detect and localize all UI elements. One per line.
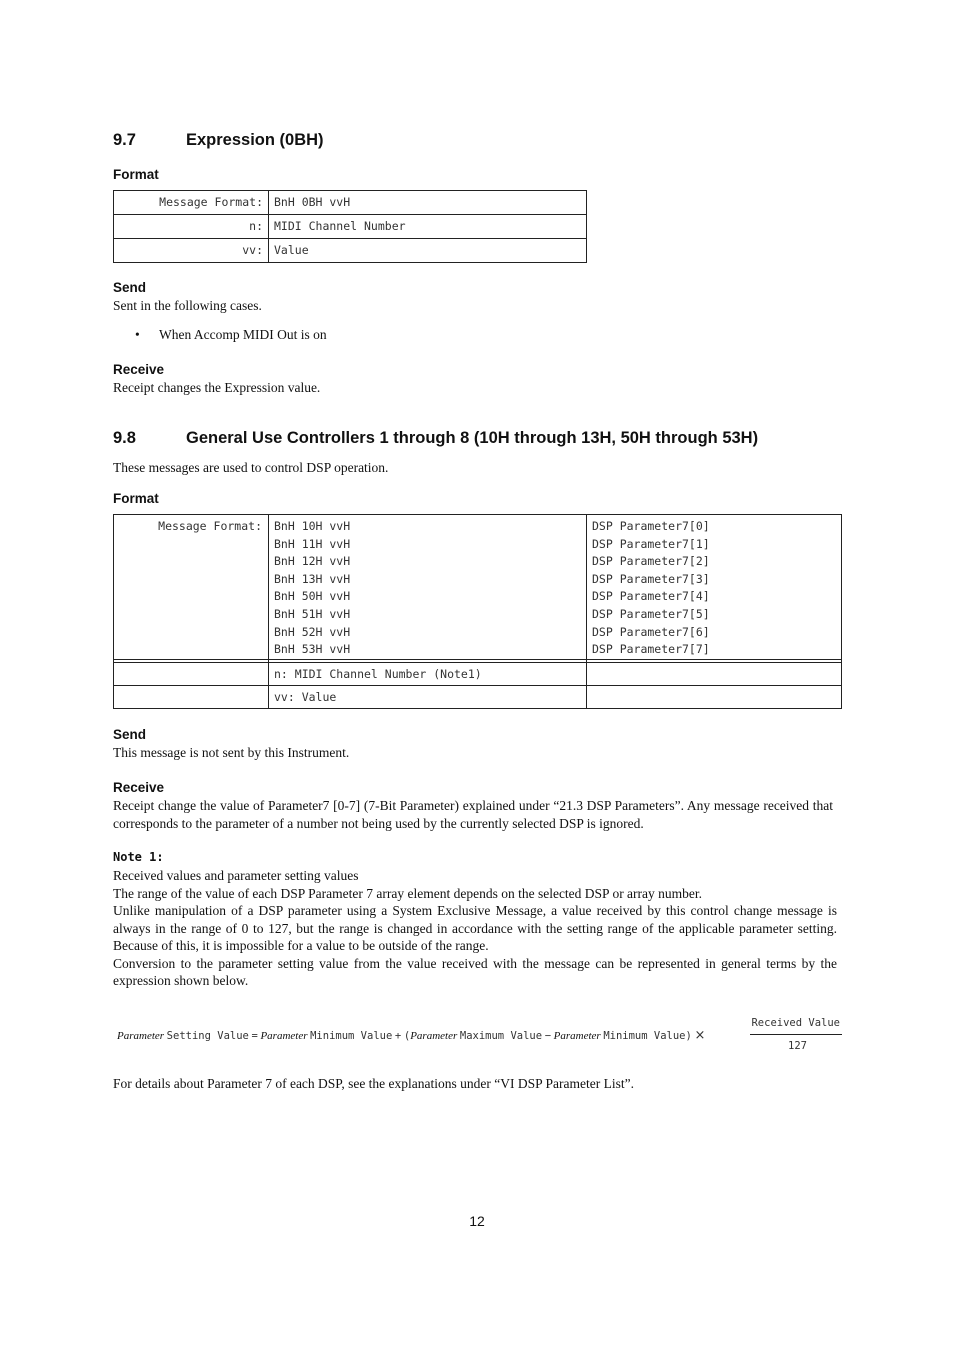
send-text: This message is not sent by this Instrument. (113, 745, 350, 760)
format-table (113, 190, 587, 263)
send-text: Sent in the following cases. (113, 298, 262, 313)
footer-text: For details about Parameter 7 of each DSP, see the explanations under “VI DSP Parameter List”. (113, 1076, 634, 1091)
table-row (114, 215, 587, 239)
row-value: BnH 0BH vvH (269, 191, 587, 215)
format-heading: Format (113, 167, 159, 182)
row-label: Message Format: (114, 191, 269, 215)
message-item: BnH 53H vvH (274, 642, 351, 657)
value-row: vv: Value (274, 690, 337, 704)
note-line: The range of the value of each DSP Parameter 7 array element depends on the selected DSP or array number. (113, 885, 703, 901)
parameter-list (592, 518, 710, 659)
message-item: BnH 50H vvH (274, 589, 351, 604)
table-divider (586, 515, 587, 708)
fraction-bar (750, 1034, 842, 1035)
table-divider (268, 515, 269, 708)
formula-term: Maximum Value (459, 1030, 543, 1042)
message-item: BnH 13H vvH (274, 571, 351, 586)
format-table (113, 514, 842, 709)
intro-text: These messages are used to control DSP operation. (113, 460, 389, 475)
note-line: Unlike manipulation of a DSP parameter using a System Exclusive Message, a value received by this control change message is always in the range of 0 to 127, but the range is changed in accordance with the setting range of the applicable parameter setting. Because of this, it is impossible for a value to be outside of the range. (113, 903, 837, 953)
parameter-item: DSP Parameter7[2] (592, 554, 710, 569)
parameter-item: DSP Parameter7[6] (592, 624, 710, 639)
table-divider (114, 685, 841, 686)
receive-text: Receipt change the value of Parameter7 [0-7] (7-Bit Parameter) explained under “21.3 DSP Parameters”. Any message received that corresponds to the parameter of a number not being used by the currently selected DSP is ignored. (113, 798, 833, 831)
note-heading: Note 1: (113, 850, 164, 864)
note-line: Received values and parameter setting values (113, 868, 359, 883)
formula-operator: + (394, 1030, 402, 1042)
send-heading: Send (113, 280, 147, 295)
parameter-item: DSP Parameter7[3] (592, 571, 710, 586)
conversion-formula (117, 1028, 705, 1043)
bullet-item: When Accomp MIDI Out is on (159, 327, 327, 342)
formula-term: Minimum Value (603, 1030, 686, 1042)
row-label: Message Format: (158, 519, 262, 533)
parameter-item: DSP Parameter7[0] (592, 519, 710, 533)
formula-term: Setting Value (166, 1030, 249, 1042)
formula-paren: ) (685, 1030, 692, 1042)
parameter-item: DSP Parameter7[7] (592, 642, 710, 657)
formula-term: Parameter (117, 1030, 165, 1042)
send-heading: Send (113, 727, 147, 742)
parameter-item: DSP Parameter7[5] (592, 606, 710, 621)
page-number: 12 (469, 1213, 485, 1229)
parameter-item: DSP Parameter7[4] (592, 589, 710, 604)
message-item: BnH 12H vvH (274, 554, 351, 569)
table-divider (114, 659, 841, 660)
formula-term: Parameter (260, 1030, 308, 1042)
message-item: BnH 52H vvH (274, 624, 351, 639)
formula-term: Parameter (553, 1030, 601, 1042)
section-number: 9.7 (113, 131, 136, 149)
format-heading: Format (113, 491, 159, 506)
formula-operator: − (544, 1030, 552, 1042)
formula-term: Parameter (410, 1030, 458, 1042)
formula-operator: = (251, 1030, 258, 1042)
fraction-denominator: 127 (788, 1040, 807, 1052)
message-list (274, 518, 350, 659)
receive-text: Receipt changes the Expression value. (113, 380, 321, 395)
row-label: vv: (114, 239, 269, 263)
channel-row: n: MIDI Channel Number (Note1) (274, 667, 482, 681)
section-title: Expression (0BH) (186, 131, 324, 149)
table-divider (114, 662, 841, 663)
section-number: 9.8 (113, 429, 136, 447)
message-item: BnH 11H vvH (274, 536, 351, 551)
row-label: n: (114, 215, 269, 239)
section-heading-9-8 (113, 429, 758, 448)
formula-term: Minimum Value (310, 1030, 393, 1042)
receive-heading: Receive (113, 780, 165, 795)
receive-heading: Receive (113, 362, 165, 377)
section-heading-9-7 (113, 131, 324, 150)
table-row (114, 191, 587, 215)
row-value: MIDI Channel Number (269, 215, 587, 239)
message-item: BnH 51H vvH (274, 606, 351, 621)
parameter-item: DSP Parameter7[1] (592, 536, 710, 551)
formula-operator: × (694, 1028, 706, 1043)
note-body (113, 867, 837, 990)
formula-paren: ( (403, 1030, 411, 1042)
bullet-marker: • (135, 327, 140, 342)
row-value: Value (269, 239, 587, 263)
table-row (114, 239, 587, 263)
message-item: BnH 10H vvH (274, 519, 351, 533)
note-line: Conversion to the parameter setting value from the value received with the message can be represented in general terms by the expression shown below. (113, 955, 837, 988)
section-title: General Use Controllers 1 through 8 (10H through 13H, 50H through 53H) (186, 429, 759, 447)
fraction-numerator: Received Value (751, 1017, 840, 1029)
